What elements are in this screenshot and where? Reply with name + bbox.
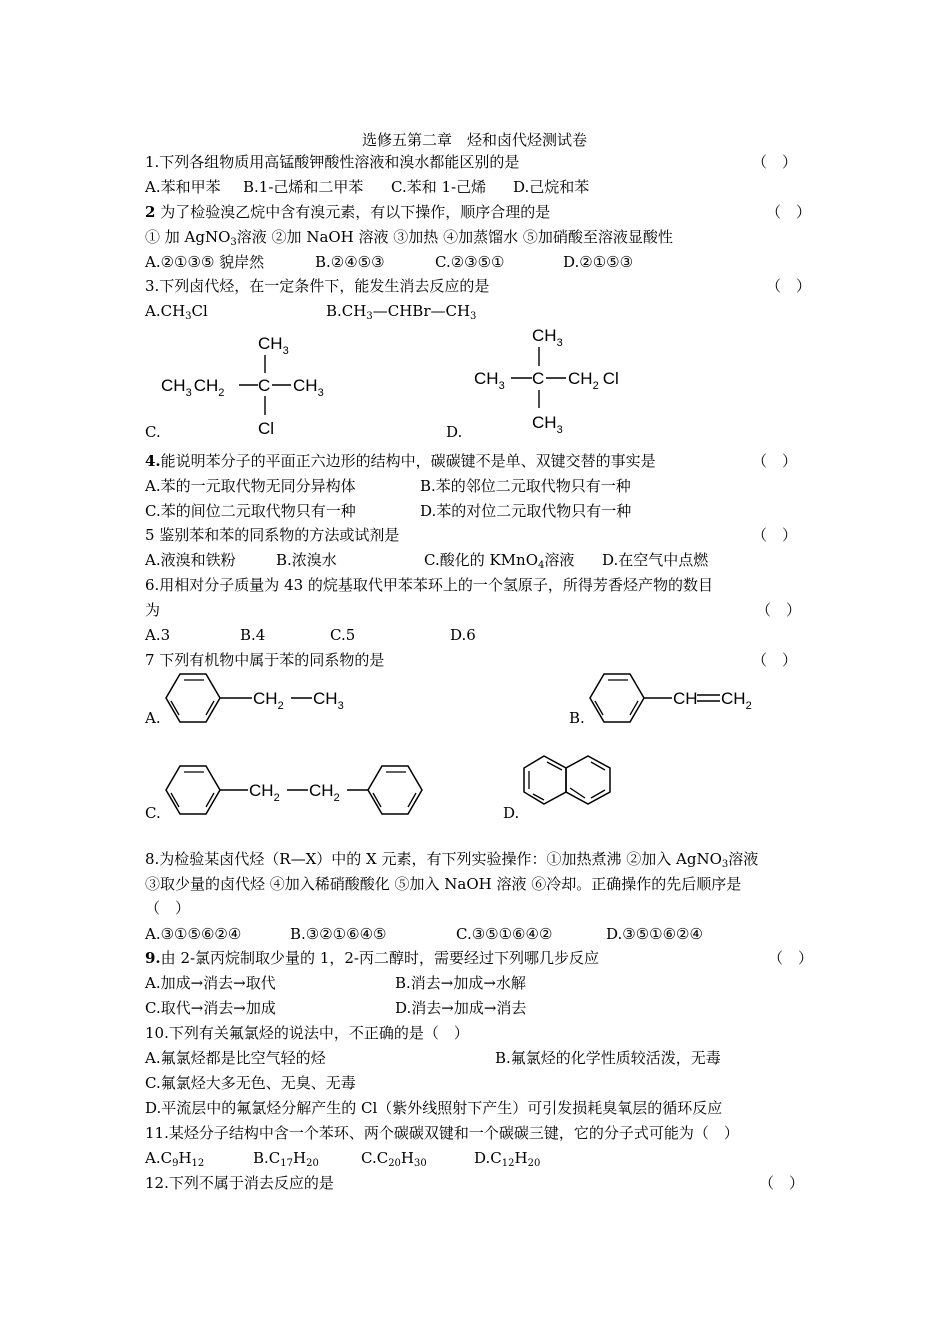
q2-answer-bracket[interactable]: （ ） <box>766 203 812 221</box>
svg-text:C: C <box>532 369 545 388</box>
q7-structure-a <box>160 672 360 728</box>
q1-options <box>145 177 589 197</box>
svg-text:CH2: $CH_2$ <box>721 689 752 712</box>
q3-option-a[interactable]: $A.CH_3Cl$ <box>145 302 208 322</box>
q7-option-c-label[interactable]: C. <box>145 804 161 822</box>
svg-text:Cl: Cl <box>258 419 275 438</box>
q11-option-c[interactable]: $C.C_{20}H_{30}$ <box>361 1149 427 1169</box>
q11-option-d[interactable]: $D.C_{12}H_{20}$ <box>474 1149 541 1169</box>
q2-stem <box>145 202 550 222</box>
q4-options-cd <box>145 501 631 521</box>
q4-option-d[interactable]: D.苯的对位二元取代物只有一种 <box>420 502 632 520</box>
q12-stem: 12.下列不属于消去反应的是 <box>145 1174 334 1192</box>
q2-number: 2 <box>145 203 156 221</box>
q4-stem: 4.能说明苯分子的平面正六边形的结构中，碳碳键不是单、双键交替的事实是 <box>145 452 656 470</box>
q9-options-ab <box>145 973 526 993</box>
q6-stem-line2: 为 <box>145 601 161 619</box>
svg-text:CH2: $CH_2$ <box>309 781 340 804</box>
q7-option-a-label[interactable]: A. <box>145 709 161 727</box>
svg-text:CH3: $CH_3$ <box>532 326 563 349</box>
q9-options-cd <box>145 998 526 1018</box>
svg-text:CH3: $CH_3$ <box>293 376 324 399</box>
q1-option-a[interactable]: A.苯和甲苯 <box>145 178 221 196</box>
q6-stem-line1: 6.用相对分子质量为 43 的烷基取代甲苯苯环上的一个氢原子，所得芳香烃产物的数目 <box>145 576 713 594</box>
svg-text:CH3: $CH_3$ <box>474 369 505 392</box>
q4-options-ab <box>145 476 631 496</box>
q3-option-d-label[interactable]: D. <box>446 423 463 441</box>
q8-option-b[interactable]: B.③②①⑥④⑤ <box>290 925 387 943</box>
q10-stem: 10.下列有关氟氯烃的说法中，不正确的是（ ） <box>145 1024 469 1042</box>
q6-option-b[interactable]: B.4 <box>240 626 266 644</box>
svg-text:CH2: $CH_2$ <box>249 781 280 804</box>
q5-option-d[interactable]: D.在空气中点燃 <box>602 551 709 569</box>
q10-option-c[interactable]: C.氟氯烃大多无色、无臭、无毒 <box>145 1074 356 1092</box>
q5-option-a[interactable]: A.液溴和铁粉 <box>145 551 236 569</box>
q10-option-d[interactable]: D.平流层中的氟氯烃分解产生的 Cl（紫外线照射下产生）可引发损耗臭氧层的循环反应 <box>145 1099 723 1117</box>
q9-answer-bracket[interactable]: （ ） <box>768 949 814 967</box>
q9-option-a[interactable]: A.加成→消去→取代 <box>145 974 276 992</box>
q7-structure-b <box>584 672 774 728</box>
svg-text:CH2Cl: $CH_2$ Cl <box>568 369 619 392</box>
q2-option-b[interactable]: B.②④⑤③ <box>315 253 385 271</box>
q10-option-b[interactable]: B.氟氯烃的化学性质较活泼，无毒 <box>495 1049 721 1067</box>
q9-option-b[interactable]: B.消去→加成→水解 <box>395 974 526 992</box>
q7-stem: 7 下列有机物中属于苯的同系物的是 <box>145 651 385 669</box>
svg-text:CH3: $CH_3$ <box>313 689 344 712</box>
q1-stem: 1.下列各组物质用高锰酸钾酸性溶液和溴水都能区别的是 <box>145 153 520 171</box>
svg-text:CH3: $CH_3$ <box>532 413 563 436</box>
q5-option-c[interactable]: C.酸化的 KMnO$_4$溶液 <box>424 551 575 571</box>
q2-stem-text: 为了检验溴乙烷中含有溴元素，有以下操作，顺序合理的是 <box>155 203 551 221</box>
q8-option-c[interactable]: C.③⑤①⑥④② <box>456 925 553 943</box>
q7-structure-c <box>160 764 440 820</box>
q1-answer-bracket[interactable]: （ ） <box>752 153 798 171</box>
q6-answer-bracket[interactable]: （ ） <box>756 601 802 619</box>
q2-operations <box>145 227 673 247</box>
svg-text:CH2: $CH_2$ <box>253 689 284 712</box>
q2-ops-pre: ① 加 AgNO <box>145 228 231 246</box>
q6-options <box>145 625 476 645</box>
q10-option-a[interactable]: A.氟氯烃都是比空气轻的烃 <box>145 1049 326 1067</box>
q3-structure-d <box>466 320 646 438</box>
q2-option-d[interactable]: D.②①⑤③ <box>563 253 634 271</box>
q5-stem: 5 鉴别苯和苯的同系物的方法或试剂是 <box>145 526 400 544</box>
page-title: 选修五第二章 烃和卤代烃测试卷 <box>362 131 588 149</box>
q2-option-c[interactable]: C.②③⑤① <box>435 253 505 271</box>
q9-option-d[interactable]: D.消去→加成→消去 <box>395 999 527 1017</box>
q12-answer-bracket[interactable]: （ ） <box>759 1174 805 1192</box>
q1-option-b[interactable]: B.1-己烯和二甲苯 <box>243 178 364 196</box>
q4-option-b[interactable]: B.苯的邻位二元取代物只有一种 <box>420 477 631 495</box>
q11-option-a[interactable]: $A.C_9H_{12}$ <box>145 1149 205 1169</box>
q1-option-c[interactable]: C.苯和 1-己烯 <box>391 178 487 196</box>
q5-answer-bracket[interactable]: （ ） <box>752 526 798 544</box>
q11-option-b[interactable]: $B.C_{17}H_{20}$ <box>253 1149 319 1169</box>
svg-text:C: C <box>258 376 271 395</box>
q6-option-c[interactable]: C.5 <box>330 626 356 644</box>
svg-text:CH: CH <box>673 689 698 708</box>
svg-text:CH3CH2: $CH_3$ $CH_2$ <box>161 376 225 399</box>
q8-answer-bracket[interactable]: （ ） <box>145 899 191 917</box>
q3-structure-c <box>155 328 345 440</box>
q4-answer-bracket[interactable]: （ ） <box>752 452 798 470</box>
q2-options <box>145 252 633 272</box>
q3-stem: 3.下列卤代烃，在一定条件下，能发生消去反应的是 <box>145 277 490 295</box>
q4-option-c[interactable]: C.苯的间位二元取代物只有一种 <box>145 502 356 520</box>
q8-option-a[interactable]: A.③①⑤⑥②④ <box>145 925 242 943</box>
q5-options <box>145 550 708 570</box>
q4-option-a[interactable]: A.苯的一元取代物无同分异构体 <box>145 477 356 495</box>
q8-options <box>145 924 703 944</box>
q3-option-c-label[interactable]: C. <box>145 423 161 441</box>
q7-structure-d <box>520 742 620 818</box>
q5-option-b[interactable]: B.浓溴水 <box>276 551 337 569</box>
q6-option-d[interactable]: D.6 <box>450 626 476 644</box>
q7-answer-bracket[interactable]: （ ） <box>752 651 798 669</box>
q1-option-d[interactable]: D.己烷和苯 <box>513 178 590 196</box>
q3-option-b[interactable]: $B.CH_3—CHBr—CH_3$ <box>326 302 477 322</box>
q8-option-d[interactable]: D.③⑤①⑥②④ <box>606 925 703 943</box>
q7-option-d-label[interactable]: D. <box>503 804 520 822</box>
q3-answer-bracket[interactable]: （ ） <box>766 277 812 295</box>
q2-ops-post: 溶液 ②加 NaOH 溶液 ③加热 ④加蒸馏水 ⑤加硝酸至溶液显酸性 <box>236 228 673 246</box>
q6-option-a[interactable]: A.3 <box>145 626 171 644</box>
q2-ops-sub: 3 <box>230 237 237 248</box>
q8-stem-line2: ③取少量的卤代烃 ④加入稀硝酸酸化 ⑤加入 NaOH 溶液 ⑥冷却。正确操作的先后顺序是 <box>145 875 742 893</box>
q9-stem: 9.由 2-氯丙烷制取少量的 1，2-丙二醇时，需要经过下列哪几步反应 <box>145 949 599 967</box>
q11-stem: 11.某烃分子结构中含一个苯环、两个碳碳双键和一个碳碳三键，它的分子式可能为（ ） <box>145 1124 739 1142</box>
q7-option-b-label[interactable]: B. <box>569 709 585 727</box>
q10-options-ab <box>145 1048 721 1068</box>
q11-options <box>145 1148 540 1168</box>
q8-stem-line1: 8.为检验某卤代烃（R—X）中的 X 元素，有下列实验操作：①加热煮沸 ②加入 AgNO$_3$溶液 <box>145 850 759 870</box>
svg-text:CH3: $CH_3$ <box>258 334 289 357</box>
q2-option-a[interactable]: A.②①③⑤ 貌岸然 <box>145 253 265 271</box>
q9-option-c[interactable]: C.取代→消去→加成 <box>145 999 276 1017</box>
